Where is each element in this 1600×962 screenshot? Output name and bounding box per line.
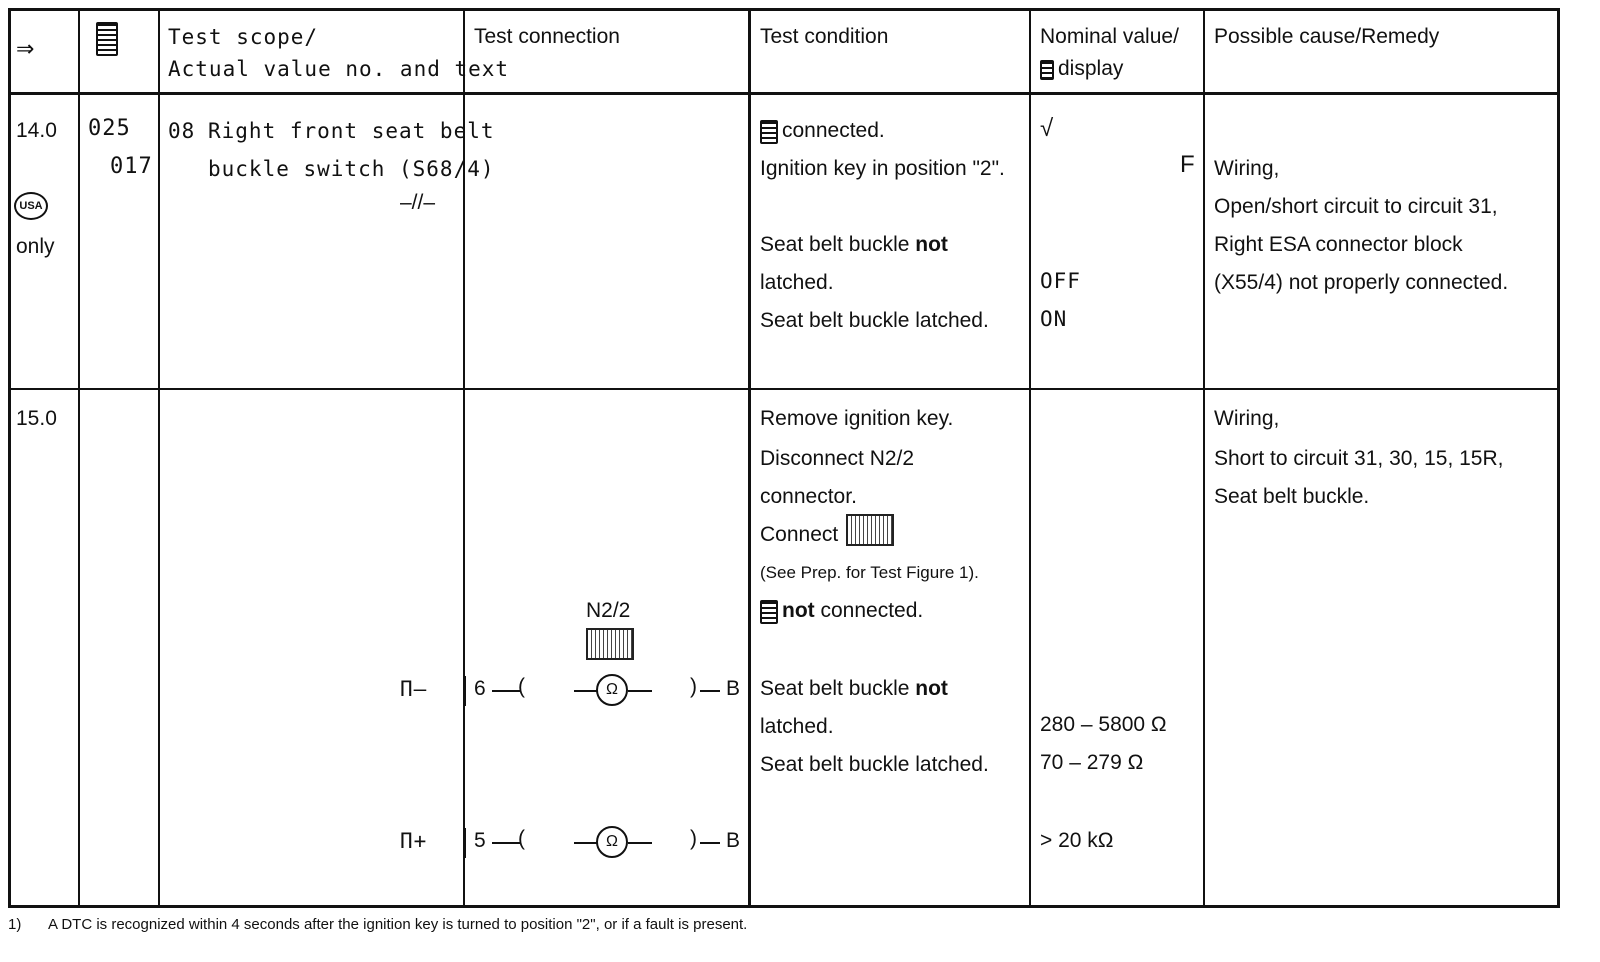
scope-text-line2: buckle switch (S68/4) (208, 157, 495, 181)
header-nominal-line2: display (1058, 57, 1124, 80)
remedy-line: Seat belt buckle. (1214, 485, 1370, 508)
lead-bracket: ) (690, 827, 697, 850)
header-arrow: ⇒ (16, 36, 35, 61)
footnote-text: A DTC is recognized within 4 seconds after the ignition key is turned to position "2", or if a fault is present. (48, 916, 748, 933)
pin-left: 5 (474, 829, 486, 852)
condition-line: latched. (760, 715, 834, 738)
nominal-value: 280 – 5800 Ω (1040, 713, 1167, 736)
condition-line: Ignition key in position "2". (760, 157, 1005, 180)
table-bottom-border (8, 905, 1560, 908)
pin-right: B (726, 829, 741, 852)
nominal-value: > 20 kΩ (1040, 829, 1114, 852)
table-left-border (8, 8, 11, 908)
lead-line (492, 842, 520, 844)
lead-bracket: ) (690, 675, 697, 698)
condition-line: Remove ignition key. (760, 407, 954, 430)
step-number: 15.0 (16, 407, 57, 430)
remedy-line: (X55/4) not properly connected. (1214, 271, 1509, 294)
measure-mode: Π– (400, 677, 428, 701)
connector-box-icon (586, 628, 634, 660)
nominal-check: √ (1040, 115, 1054, 142)
connector-box-icon (846, 514, 894, 546)
remedy-line: Wiring, (1214, 157, 1280, 180)
nominal-on: ON (1040, 307, 1068, 331)
pin-left: 6 (474, 677, 486, 700)
scope-text-line1: Right front seat belt (208, 119, 495, 143)
lead-bracket: ( (518, 827, 525, 850)
condition-line: latched. (760, 271, 834, 294)
lead-line (574, 842, 598, 844)
remedy-line: Short to circuit 31, 30, 15, 15R, (1214, 447, 1504, 470)
lead-line (700, 842, 720, 844)
code-main: 025 (88, 116, 131, 141)
step-number: 14.0 (16, 119, 57, 142)
nominal-off: OFF (1040, 269, 1081, 293)
condition-line: connected. (782, 119, 885, 142)
col-divider-4 (748, 8, 751, 908)
remedy-line: Open/short circuit to circuit 31, (1214, 195, 1498, 218)
col-divider-5 (1029, 8, 1031, 908)
meter-bracket (464, 828, 466, 858)
lead-line (628, 842, 652, 844)
lead-line (628, 690, 652, 692)
region-note: only (16, 235, 55, 258)
condition-line: Seat belt buckle not (760, 677, 948, 700)
tester-icon (760, 120, 778, 144)
meter-bracket (464, 676, 466, 706)
condition-line: connector. (760, 485, 857, 508)
remedy-line: Right ESA connector block (1214, 233, 1463, 256)
col-divider-1 (78, 8, 80, 908)
condition-line: Disconnect N2/2 (760, 447, 915, 470)
code-sub: 017 (110, 154, 153, 179)
nominal-flag: F (1180, 151, 1195, 178)
tester-icon (1040, 60, 1054, 80)
measure-mode: Π+ (400, 829, 428, 853)
table-right-border (1557, 8, 1560, 908)
header-remedy: Possible cause/Remedy (1214, 25, 1440, 48)
condition-line: Connect (760, 523, 839, 546)
header-nominal-line1: Nominal value/ (1040, 25, 1179, 48)
ohmmeter-icon: Ω (596, 674, 628, 706)
header-condition: Test condition (760, 25, 889, 48)
usa-badge-icon: USA (14, 192, 48, 220)
switch-symbol: –//– (400, 191, 436, 214)
row-divider (8, 388, 1560, 390)
ohmmeter-icon: Ω (596, 826, 628, 858)
pin-right: B (726, 677, 741, 700)
scope-number: 08 (168, 119, 196, 143)
condition-line: not connected. (782, 599, 924, 622)
remedy-line: Wiring, (1214, 407, 1280, 430)
condition-line: Seat belt buckle not (760, 233, 948, 256)
footnote-mark: 1) (8, 916, 22, 933)
header-scope-line2: Actual value no. and text (168, 57, 510, 81)
col-divider-2 (158, 8, 160, 908)
connector-label: N2/2 (586, 599, 631, 622)
nominal-value: 70 – 279 Ω (1040, 751, 1144, 774)
lead-line (574, 690, 598, 692)
tester-icon (96, 22, 118, 56)
header-bottom-border (8, 92, 1560, 95)
col-divider-6 (1203, 8, 1205, 908)
lead-bracket: ( (518, 675, 525, 698)
lead-line (700, 690, 720, 692)
condition-line: Seat belt buckle latched. (760, 309, 989, 332)
tester-icon (760, 600, 778, 624)
condition-line: Seat belt buckle latched. (760, 753, 989, 776)
header-scope-line1: Test scope/ (168, 25, 319, 49)
header-connection: Test connection (474, 25, 620, 48)
table-top-border (8, 8, 1560, 11)
lead-line (492, 690, 520, 692)
condition-note: (See Prep. for Test Figure 1). (760, 563, 979, 582)
